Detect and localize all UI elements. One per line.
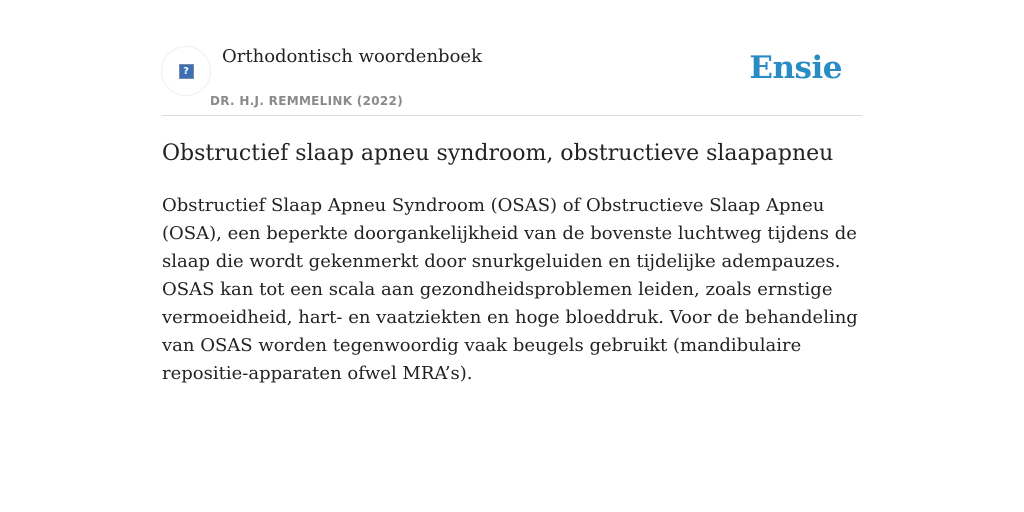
book-placeholder-icon[interactable] bbox=[162, 47, 210, 95]
ensie-logo[interactable]: Ensie bbox=[749, 50, 842, 86]
book-author: DR. H.J. REMMELINK (2022) bbox=[210, 94, 403, 108]
page-container bbox=[162, 0, 862, 384]
entry-title: Obstructief slaap apneu syndroom, obstructieve slaapapneu bbox=[162, 141, 834, 166]
book-title-link[interactable]: Orthodontisch woordenboek bbox=[222, 46, 482, 67]
book-header bbox=[162, 0, 862, 116]
question-mark-icon: ? bbox=[179, 64, 194, 79]
entry-definition: Obstructief Slaap Apneu Syndroom (OSAS) of Obstructieve Slaap Apneu (OSA), een beperkte doorgankelijkheid van de bovenste luchtweg tijdens de slaap die wordt gekenmerkt door snurkgeluiden en tijdelijke adempauzes. OSAS kan tot een scala aan gezondheidsproblemen leiden, zoals ernstige vermoeidheid, hart- en vaatziekten en hoge bloeddruk. Voor de behandeling van OSAS worden tegenwoordig vaak beugels gebruikt (mandibulaire repositie-apparaten ofwel MRA’s). bbox=[162, 195, 858, 384]
